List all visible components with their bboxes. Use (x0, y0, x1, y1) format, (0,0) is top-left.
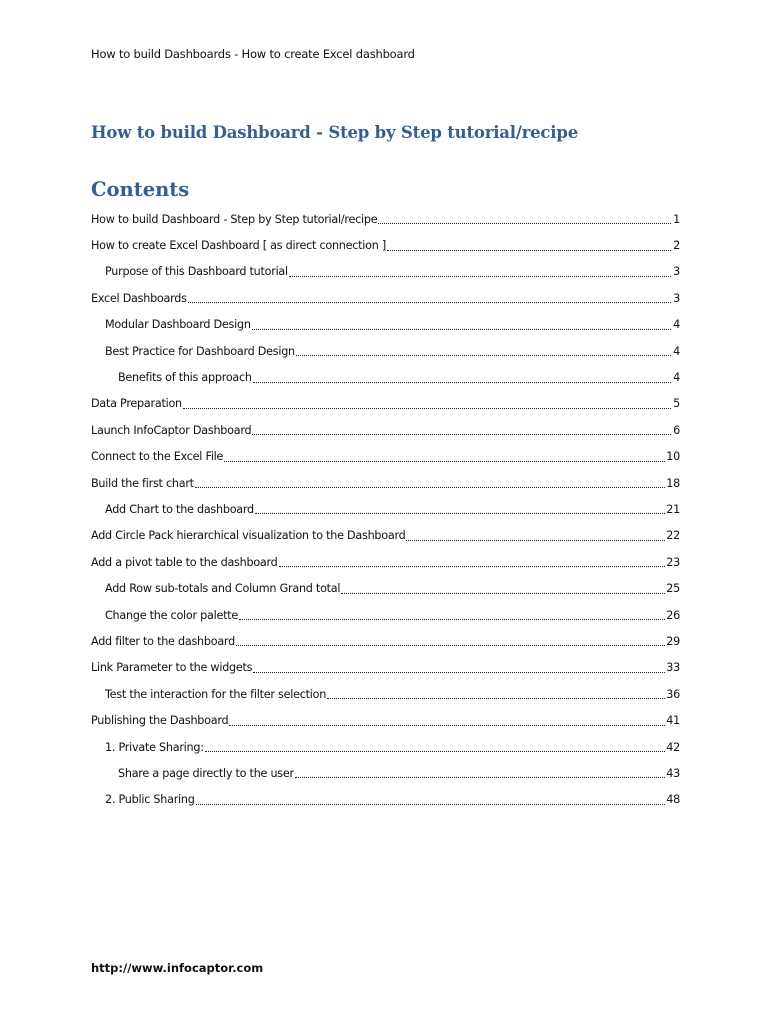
toc-entry[interactable] (105, 312, 680, 338)
toc-page-number[interactable]: 1 (673, 212, 680, 226)
toc-page-number[interactable]: 36 (666, 687, 680, 701)
toc-dot-leader (229, 724, 665, 726)
toc-entry-title[interactable]: Connect to the Excel File (91, 450, 224, 464)
document-title: How to build Dashboard - Step by Step tutorial/recipe (91, 123, 578, 142)
toc-page-number[interactable]: 6 (673, 423, 680, 437)
toc-page-number[interactable]: 29 (666, 634, 680, 648)
toc-entry-title[interactable]: Share a page directly to the user (118, 766, 294, 780)
table-of-contents (0, 206, 768, 813)
toc-dot-leader (253, 671, 665, 673)
toc-page-number[interactable]: 3 (673, 265, 680, 279)
toc-dot-leader (224, 460, 665, 462)
toc-entry-title[interactable]: Link Parameter to the widgets (91, 661, 253, 675)
toc-page-number[interactable]: 23 (666, 555, 680, 569)
toc-entry-title[interactable]: Add filter to the dashboard (91, 634, 235, 648)
toc-dot-leader (295, 776, 665, 778)
toc-page-number[interactable]: 43 (666, 766, 680, 780)
toc-entry-title[interactable]: 2. Public Sharing (105, 793, 195, 807)
toc-page-number[interactable]: 4 (673, 344, 680, 358)
toc-page-number[interactable]: 25 (666, 582, 680, 596)
toc-page-number[interactable]: 2 (673, 239, 680, 253)
toc-dot-leader (252, 328, 671, 330)
toc-entry[interactable] (91, 707, 680, 733)
toc-entry-title[interactable]: Add Circle Pack hierarchical visualization to the Dashboard (91, 529, 406, 543)
toc-page-number[interactable]: 10 (666, 450, 680, 464)
toc-dot-leader (252, 433, 671, 435)
toc-page-number[interactable]: 21 (666, 502, 680, 516)
toc-dot-leader (327, 697, 665, 699)
toc-entry-title[interactable]: How to build Dashboard - Step by Step tutorial/recipe (91, 212, 378, 226)
toc-dot-leader (378, 222, 671, 224)
running-header: How to build Dashboards - How to create Excel dashboard (91, 47, 415, 61)
toc-entry[interactable] (105, 575, 680, 601)
toc-dot-leader (196, 803, 666, 805)
toc-entry[interactable] (91, 417, 680, 443)
toc-entry-title[interactable]: Excel Dashboards (91, 291, 187, 305)
toc-entry[interactable] (91, 206, 680, 232)
toc-entry[interactable] (91, 285, 680, 311)
toc-dot-leader (296, 354, 671, 356)
toc-page-number[interactable]: 48 (666, 793, 680, 807)
toc-entry[interactable] (105, 338, 680, 364)
toc-entry[interactable] (105, 734, 680, 760)
toc-entry[interactable] (91, 232, 680, 258)
toc-entry-title[interactable]: Purpose of this Dashboard tutorial (105, 265, 288, 279)
toc-entry-title[interactable]: Publishing the Dashboard (91, 714, 229, 728)
toc-dot-leader (406, 539, 665, 541)
toc-entry-title[interactable]: Build the first chart (91, 476, 194, 490)
toc-entry-title[interactable]: Launch InfoCaptor Dashboard (91, 423, 252, 437)
toc-page-number[interactable]: 4 (673, 318, 680, 332)
toc-entry[interactable] (91, 523, 680, 549)
toc-entry[interactable] (105, 602, 680, 628)
toc-dot-leader (183, 407, 671, 409)
toc-page-number[interactable]: 5 (673, 397, 680, 411)
toc-entry-title[interactable]: How to create Excel Dashboard [ as direct connection ] (91, 239, 387, 253)
toc-entry[interactable] (105, 496, 680, 522)
toc-entry[interactable] (118, 364, 680, 390)
toc-entry-title[interactable]: Modular Dashboard Design (105, 318, 251, 332)
toc-entry-title[interactable]: Best Practice for Dashboard Design (105, 344, 295, 358)
toc-dot-leader (279, 565, 666, 567)
toc-page-number[interactable]: 42 (666, 740, 680, 754)
toc-dot-leader (341, 592, 665, 594)
toc-entry-title[interactable]: Change the color palette (105, 608, 239, 622)
contents-heading: Contents (91, 178, 190, 201)
toc-page-number[interactable]: 26 (666, 608, 680, 622)
toc-entry-title[interactable]: 1. Private Sharing: (105, 740, 204, 754)
toc-dot-leader (255, 512, 665, 514)
footer-url-link[interactable]: http://www.infocaptor.com (91, 961, 264, 975)
toc-dot-leader (253, 381, 671, 383)
toc-entry[interactable] (91, 628, 680, 654)
toc-entry[interactable] (91, 549, 680, 575)
toc-entry[interactable] (105, 787, 680, 813)
toc-entry-title[interactable]: Add Row sub-totals and Column Grand total (105, 582, 341, 596)
toc-page-number[interactable]: 41 (666, 714, 680, 728)
toc-dot-leader (236, 644, 665, 646)
toc-page-number[interactable]: 4 (673, 371, 680, 385)
toc-dot-leader (195, 486, 665, 488)
toc-dot-leader (387, 249, 671, 251)
toc-page-number[interactable]: 22 (666, 529, 680, 543)
toc-entry-title[interactable]: Add a pivot table to the dashboard (91, 555, 278, 569)
toc-page-number[interactable]: 33 (666, 661, 680, 675)
toc-entry[interactable] (118, 760, 680, 786)
toc-entry-title[interactable]: Data Preparation (91, 397, 182, 411)
toc-entry-title[interactable]: Test the interaction for the filter selection (105, 687, 327, 701)
toc-page-number[interactable]: 18 (666, 476, 680, 490)
toc-entry[interactable] (91, 470, 680, 496)
toc-entry[interactable] (105, 259, 680, 285)
toc-dot-leader (205, 750, 665, 752)
toc-page-number[interactable]: 3 (673, 291, 680, 305)
toc-entry[interactable] (91, 655, 680, 681)
toc-entry[interactable] (105, 681, 680, 707)
toc-entry[interactable] (91, 391, 680, 417)
toc-entry-title[interactable]: Benefits of this approach (118, 371, 252, 385)
toc-dot-leader (188, 301, 671, 303)
toc-dot-leader (239, 618, 665, 620)
toc-entry-title[interactable]: Add Chart to the dashboard (105, 502, 254, 516)
toc-dot-leader (289, 275, 671, 277)
toc-entry[interactable] (91, 444, 680, 470)
